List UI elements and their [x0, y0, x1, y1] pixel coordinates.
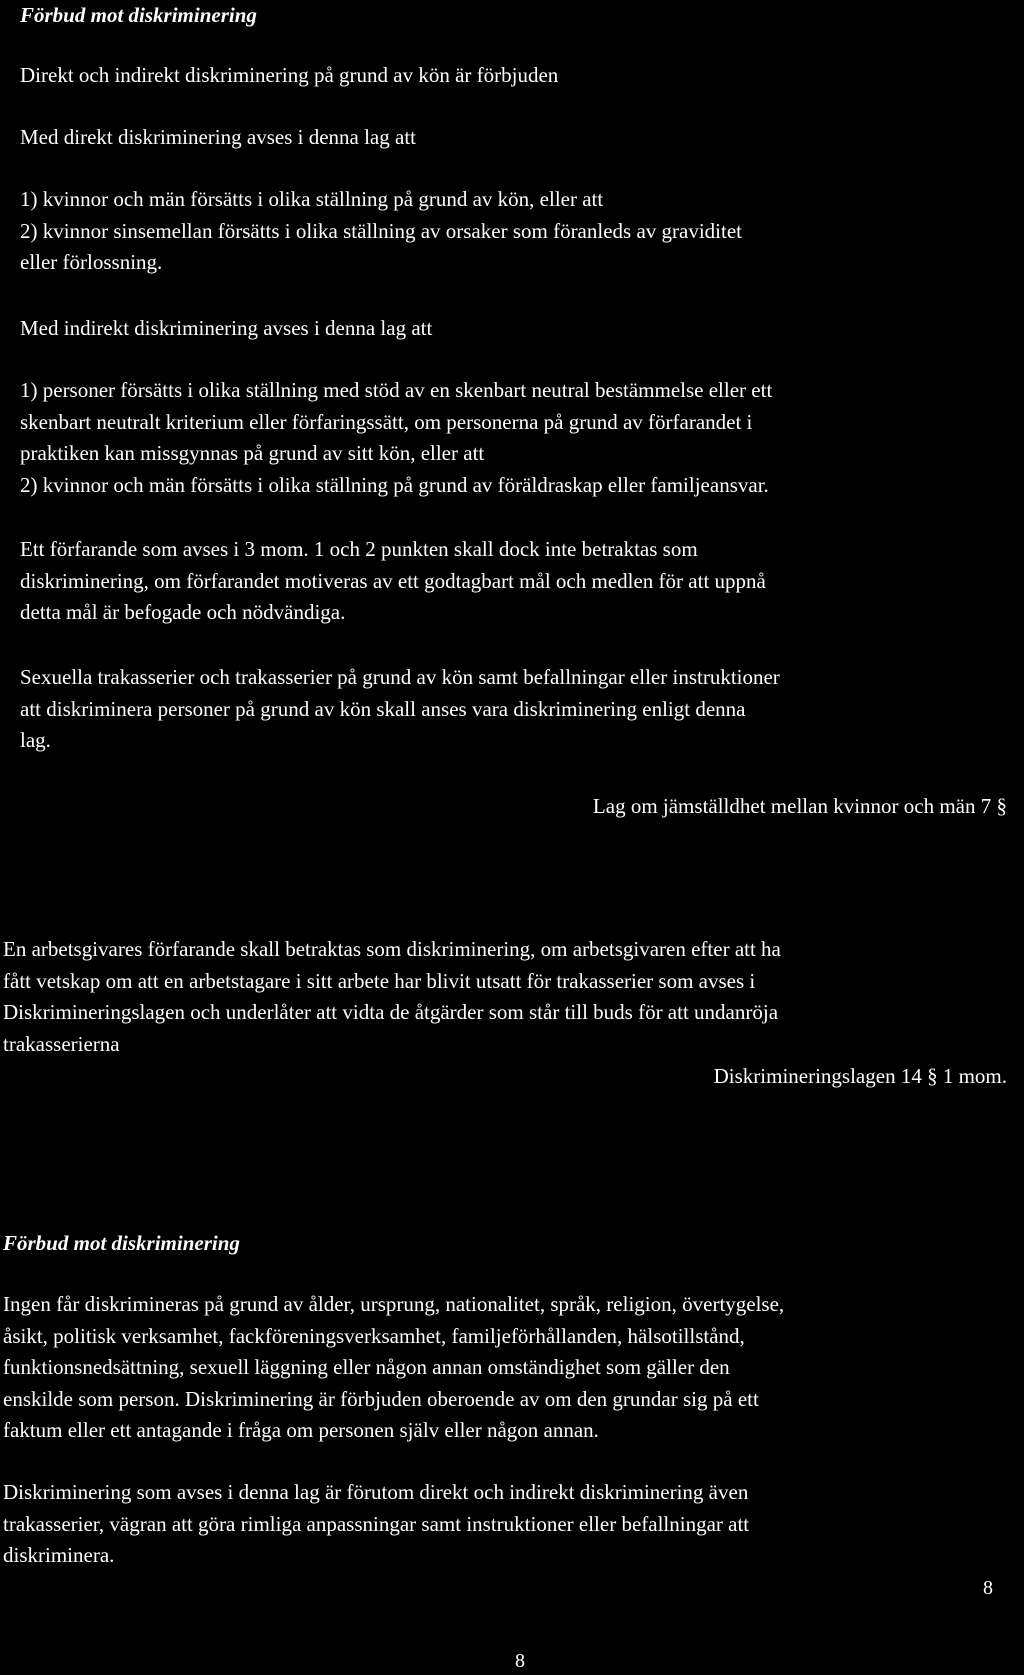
paragraph [20, 662, 780, 757]
text-line: Med direkt diskriminering avses i denna lag att [20, 125, 416, 149]
text-line: skenbart neutralt kriterium eller förfaringssätt, om personerna på grund av förfarandet i [20, 409, 753, 434]
text-line: 2) kvinnor och män försätts i olika ställning på grund av föräldraskap eller familjeansvar. [20, 472, 769, 497]
section-heading [20, 0, 257, 32]
text-line: Med indirekt diskriminering avses i denna lag att [20, 316, 433, 340]
page-number: 8 [983, 1577, 993, 1599]
text-line: 1) kvinnor och män försätts i olika ställning på grund av kön, eller att [20, 187, 604, 211]
paragraph [20, 122, 416, 154]
text-line: eller förlossning. [20, 250, 163, 274]
text-line: Diskrimineringslagen och underlåter att vidta de åtgärder som står till buds för att undanröja [3, 1000, 779, 1024]
text-line: diskriminera. [3, 1543, 115, 1567]
text-line: Ingen får diskrimineras på grund av ålder, ursprung, nationalitet, språk, religion, övertygelse, [3, 1292, 785, 1316]
paragraph [20, 60, 558, 92]
text-line: faktum eller ett antagande i fråga om personen själv eller någon annan. [3, 1418, 599, 1442]
heading-text: Förbud mot diskriminering [3, 1231, 240, 1255]
text-line: Sexuella trakasserier och trakasserier på grund av kön samt befallningar eller instruktioner [20, 665, 780, 689]
paragraph [3, 1289, 784, 1447]
text-line: 2) kvinnor sinsemellan försätts i olika ställning av orsaker som föranleds av graviditet [20, 218, 742, 243]
text-line: En arbetsgivares förfarande skall betraktas som diskriminering, om arbetsgivaren efter att ha [3, 937, 781, 961]
text-line: Diskriminering som avses i denna lag är förutom direkt och indirekt diskriminering även [3, 1480, 749, 1504]
source-citation: Diskrimineringslagen 14 § 1 mom. [713, 1064, 1007, 1088]
text-line: åsikt, politisk verksamhet, fackföreningsverksamhet, familjeförhållanden, hälsotillstånd, [3, 1323, 745, 1348]
heading-text: Förbud mot diskriminering [20, 3, 257, 27]
text-line: diskriminering, om förfarandet motiveras av ett godtagbart mål och medlen för att uppnå [20, 568, 766, 593]
text-line: enskilde som person. Diskriminering är förbjuden oberoende av om den grundar sig på ett [3, 1386, 759, 1411]
text-line: fått vetskap om att en arbetstagare i sitt arbete har blivit utsatt för trakasserier som avses i [3, 968, 756, 993]
paragraph [20, 184, 742, 279]
page-number: 8 [515, 1650, 525, 1672]
section-heading [3, 1228, 240, 1260]
text-line: funktionsnedsättning, sexuell läggning eller någon annan omständighet som gäller den [3, 1355, 730, 1379]
paragraph [20, 313, 432, 345]
paragraph [3, 934, 781, 1060]
text-line: att diskriminera personer på grund av kön skall anses vara diskriminering enligt denna [20, 696, 746, 721]
text-line: Direkt och indirekt diskriminering på grund av kön är förbjuden [20, 63, 559, 87]
text-line: detta mål är befogade och nödvändiga. [20, 600, 346, 624]
text-line: Ett förfarande som avses i 3 mom. 1 och 2 punkten skall dock inte betraktas som [20, 537, 698, 561]
text-line: trakasserier, vägran att göra rimliga anpassningar samt instruktioner eller befallningar att [3, 1511, 750, 1536]
paragraph [20, 534, 766, 629]
paragraph [20, 375, 772, 501]
source-citation: Lag om jämställdhet mellan kvinnor och män 7 § [592, 794, 1007, 818]
text-line: trakasserierna [3, 1031, 120, 1056]
text-line: 1) personer försätts i olika ställning med stöd av en skenbart neutral bestämmelse eller ett [20, 378, 773, 402]
text-line: praktiken kan missgynnas på grund av sitt kön, eller att [20, 441, 485, 465]
text-line: lag. [20, 728, 51, 752]
paragraph [3, 1477, 749, 1572]
